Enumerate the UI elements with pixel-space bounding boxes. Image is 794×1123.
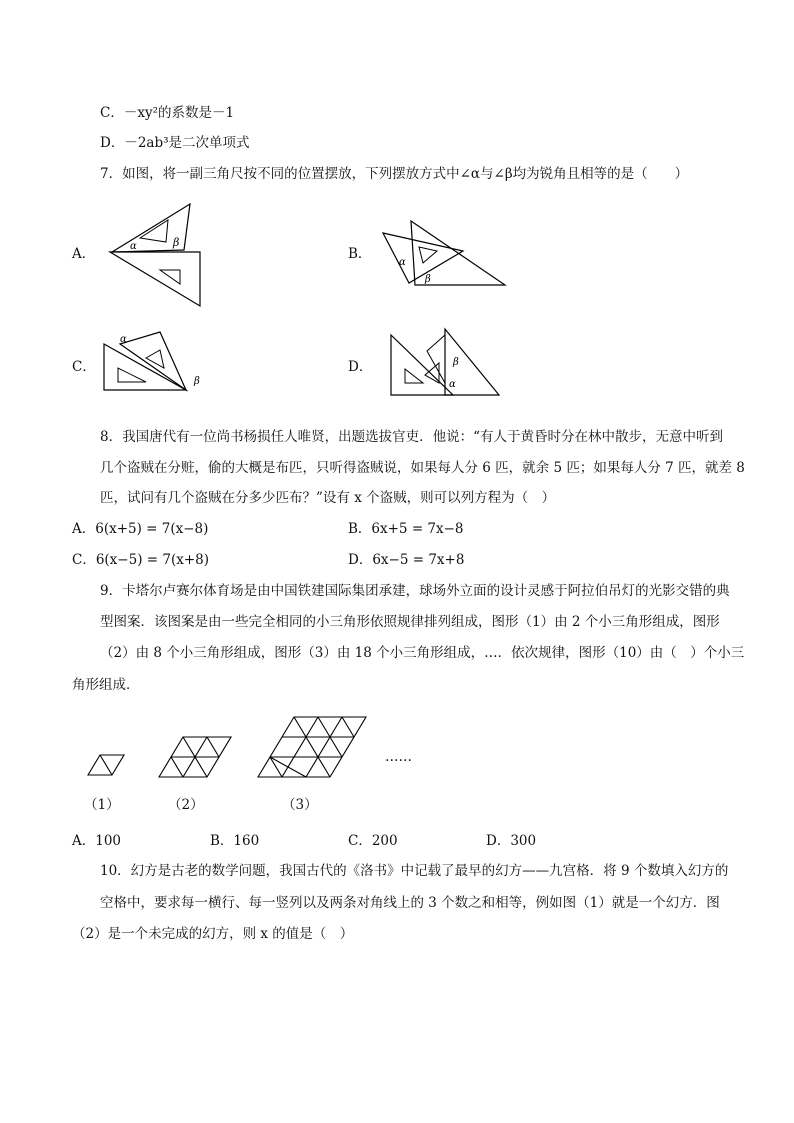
q7-figure-a [100,200,210,310]
q7-d-alpha: α [449,379,456,390]
q8-option-d: D．6x−5 = 7x+8 [348,552,465,568]
q8-line-1: 8．我国唐代有一位尚书杨损任人唯贤，出题选拔官吏．他说：“有人于黄昏时分在林中散步，无意中听到 [100,429,723,445]
q8-line-2: 几个盗贼在分赃，偷的大概是布匹，只听得盗贼说，如果每人分 6 匹，就余 5 匹；如果每人分 7 匹，就差 8 [100,460,745,476]
q9-line-2: 型图案．该图案是由一些完全相同的小三角形依照规律排列组成，图形（1）由 2 个小三角形组成，图形 [100,614,720,630]
q8-option-a: A．6(x+5) = 7(x−8) [72,521,209,537]
q8-line-3: 匹，试问有几个盗贼在分多少匹布？”设有 x 个盗贼，则可以列方程为（ ） [100,490,556,506]
q8-option-b: B．6x+5 = 7x−8 [348,521,464,537]
q9-pattern-1 [80,735,130,780]
q9-option-b: B．160 [210,833,260,849]
q7-option-a-label: A． [72,246,96,262]
q9-option-c: C．200 [348,833,398,849]
q7-c-alpha: α [120,334,127,345]
q7-figure-c [100,330,210,400]
q7-c-beta: β [194,376,200,387]
q9-line-3: （2）由 8 个小三角形组成，图形（3）由 18 个小三角形组成，…．依次规律，图形（10）由（ ）个小三 [100,645,745,661]
q9-pattern-2 [155,735,245,780]
q7-option-b-label: B． [348,246,372,262]
q10-line-1: 10．幻方是古老的数学问题，我国古代的《洛书》中记载了最早的幻方——九宫格．将 9 个数填入幻方的 [100,863,729,879]
prev-option-d: D．－2ab³是二次单项式 [100,135,250,151]
q8-option-c: C．6(x−5) = 7(x+8) [72,552,209,568]
q9-fig-label-1: （1） [84,797,120,813]
q7-a-beta: β [173,236,180,249]
q9-fig-label-3: （3） [282,797,318,813]
q7-figure-d [383,325,508,400]
prev-option-c: C．－xy²的系数是－1 [100,105,235,121]
q9-option-a: A．100 [72,833,122,849]
q9-fig-label-2: （2） [168,797,204,813]
q9-option-d: D．300 [486,833,537,849]
q9-pattern-3 [255,715,375,780]
q7-option-d-label: D． [348,359,373,375]
q7-a-alpha: α [130,241,137,252]
q7-stem: 7．如图，将一副三角尺按不同的位置摆放，下列摆放方式中∠α与∠β均为锐角且相等的是（ ） [100,166,689,182]
q7-b-beta: β [425,274,431,285]
q10-line-3: （2）是一个未完成的幻方，则 x 的值是（ ） [72,926,354,942]
q10-line-2: 空格中，要求每一横行、每一竖列以及两条对角线上的 3 个数之和相等，例如图（1）就是一个幻方．图 [100,895,720,911]
q9-ellipsis: …… [385,749,412,765]
q9-line-1: 9．卡塔尔卢赛尔体育场是由中国铁建国际集团承建，球场外立面的设计灵感于阿拉伯吊灯的光影交错的典 [100,583,730,599]
q7-d-beta: β [453,357,459,368]
q9-line-4: 角形组成． [72,677,140,693]
q7-b-alpha: α [399,257,406,268]
q7-option-c-label: C． [72,359,96,375]
q7-figure-b [375,215,515,295]
